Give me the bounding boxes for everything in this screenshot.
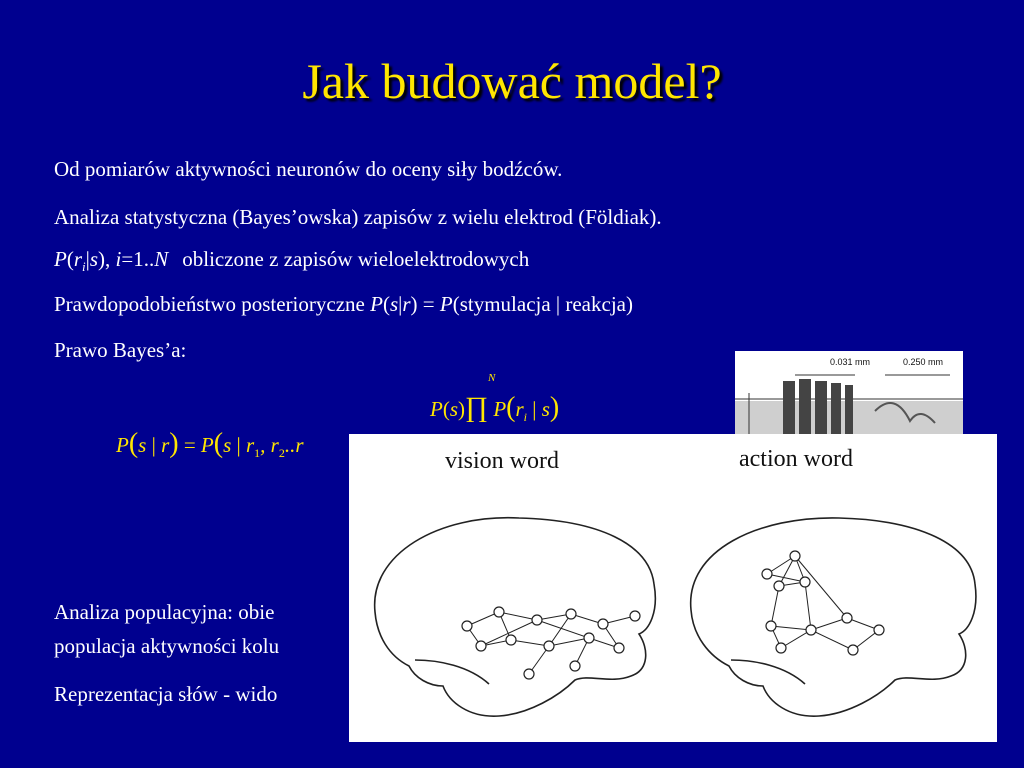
scale-label-1: 0.031 mm — [830, 357, 871, 367]
electrode-figure — [735, 351, 963, 437]
text-line-7: populacja aktywności kolu — [54, 634, 280, 658]
text-line-2: Analiza statystyczna (Bayes’owska) zapisów z wielu elektrod (Földiak). — [54, 205, 662, 229]
text-line-4: Prawdopodobieństwo posterioryczne P(s|r) = P(stymulacja | reakcja) — [54, 292, 633, 316]
scale-label-2: 0.250 mm — [903, 357, 944, 367]
text-line-8: Reprezentacja słów - wido — [54, 682, 278, 706]
text-line-4-prefix: Prawdopodobieństwo posterioryczne — [54, 292, 365, 316]
formula-lhs: P(s | r) = P(s | $r_1$, $r_2..r$ — [116, 428, 304, 461]
text-line-6: Analiza populacyjna: obie — [54, 600, 275, 624]
text-line-3-tail: obliczone z zapisów wieloelektrodowych — [182, 247, 530, 271]
text-line-3: $P(r_i|s)$, i=1..N obliczone z zapisów wieloelektrodowych — [54, 247, 530, 275]
text-line-4-tail: (stymulacja | reakcja) — [452, 292, 633, 316]
action-word-label: action word — [739, 446, 853, 472]
slide-title: Jak budować model? — [302, 53, 722, 109]
brain-drawings — [349, 434, 997, 742]
brain-network-figure — [349, 434, 997, 742]
vision-word-label: vision word — [445, 448, 559, 474]
formula-numerator: P(s)∏ $P(r_i$ | s) — [430, 392, 560, 425]
text-line-5: Prawo Bayes’a: — [54, 338, 187, 362]
text-line-1: Od pomiarów aktywności neuronów do oceny siły bodźców. — [54, 157, 563, 181]
formula-upper-limit: N — [488, 372, 496, 384]
